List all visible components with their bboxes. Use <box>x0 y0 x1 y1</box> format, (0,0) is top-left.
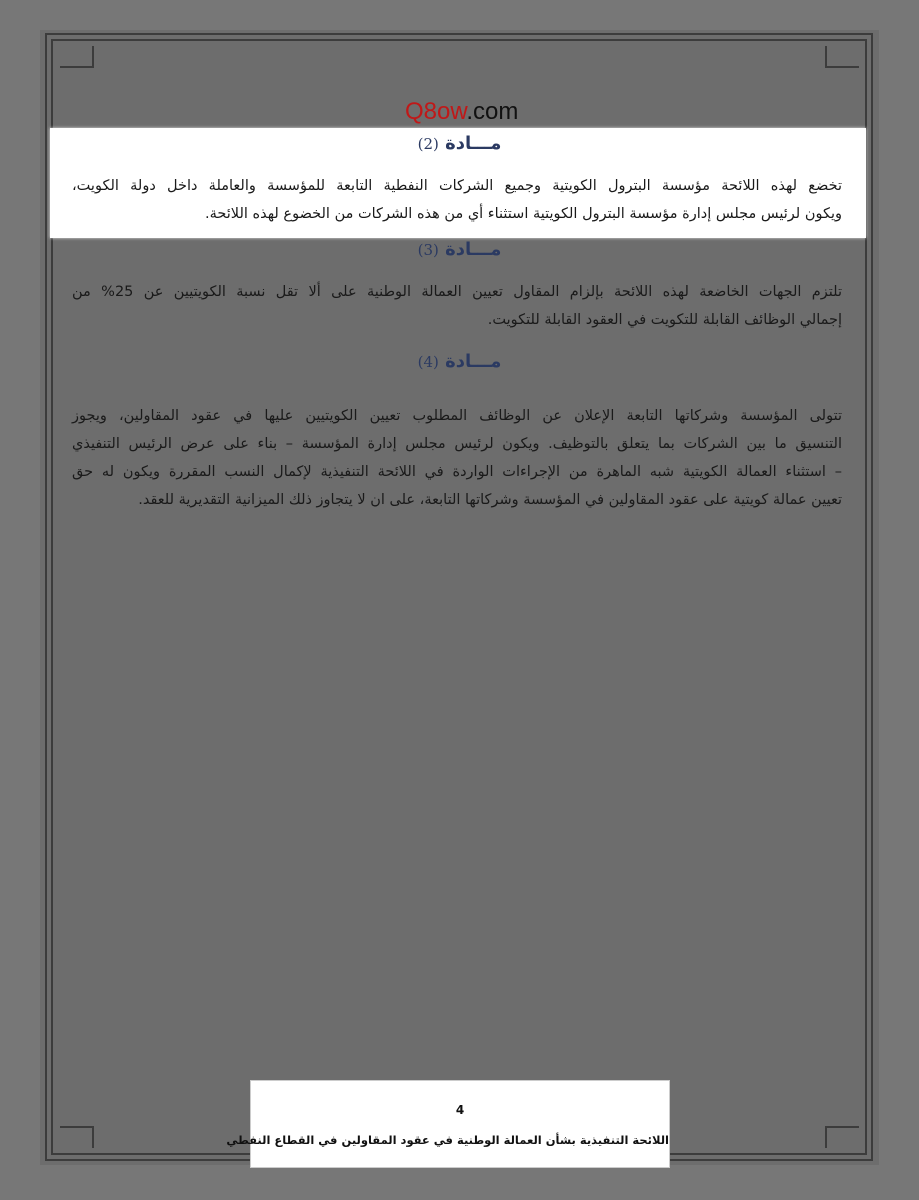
article-3-heading <box>0 238 919 262</box>
watermark-tld: .com <box>466 98 519 125</box>
paragraph-line: تخضع لهذه اللائحة مؤسسة البترول الكويتية وجميع الشركات النفطية التابعة للمؤسسة والعاملة داخل دولة الكويت، <box>72 178 842 194</box>
site-watermark <box>405 100 518 124</box>
article-3-paragraph <box>72 278 842 334</box>
page-footer <box>226 1080 670 1168</box>
article-heading-number: (2) <box>417 135 439 153</box>
article-4-paragraph <box>72 402 842 514</box>
article-4-heading <box>0 350 919 374</box>
paragraph-line: إجمالي الوظائف القابلة للتكويت في العقود القابلة للتكويت. <box>487 312 842 328</box>
article-2-heading <box>0 132 919 156</box>
paragraph-line: التنسيق ما بين الشركات بما يتعلق بالتوظيف. ويكون لرئيس مجلس إدارة المؤسسة – بناء على عرض الرئيس التنفيذي <box>72 436 842 452</box>
article-heading-word: مـــادة <box>445 133 502 154</box>
article-heading-number: (3) <box>417 241 439 259</box>
paragraph-line: تتولى المؤسسة وشركاتها التابعة الإعلان عن الوظائف المطلوب تعيين الكويتيين عليها في عقود المقاولين، ويجوز <box>72 408 842 424</box>
paragraph-line: – استثناء العمالة الكويتية شبه الماهرة من الإجراءات الواردة في اللائحة التنفيذية لإكمال النسب المقررة ويكون له حق <box>72 464 842 480</box>
paragraph-line: ويكون لرئيس مجلس إدارة مؤسسة البترول الكويتية استثناء أي من هذه الشركات من الخضوع لهذه اللائحة. <box>205 206 842 222</box>
border-corner-ornament <box>60 46 94 68</box>
article-heading-word: مـــادة <box>445 351 502 372</box>
page-number: 4 <box>455 1103 465 1117</box>
article-2-paragraph <box>72 172 842 228</box>
border-corner-ornament <box>825 46 859 68</box>
watermark-brand: Q8ow <box>405 98 467 125</box>
footer-document-title: اللائحة التنفيذية بشأن العمالة الوطنية في عقود المقاولين في القطاع النفطي <box>226 1133 669 1147</box>
border-corner-ornament <box>60 1126 94 1148</box>
paragraph-line: تعيين عمالة كويتية على عقود المقاولين في المؤسسة وشركاتها التابعة، على ان لا يتجاوز ذلك الميزانية التقديرية للعقد. <box>138 492 842 508</box>
article-heading-number: (4) <box>417 353 439 371</box>
paragraph-line: تلتزم الجهات الخاضعة لهذه اللائحة بإلزام المقاول تعيين العمالة الوطنية على ألا تقل نسبة الكويتيين عن 25% من <box>72 284 842 300</box>
border-corner-ornament <box>825 1126 859 1148</box>
article-heading-word: مـــادة <box>445 239 502 260</box>
